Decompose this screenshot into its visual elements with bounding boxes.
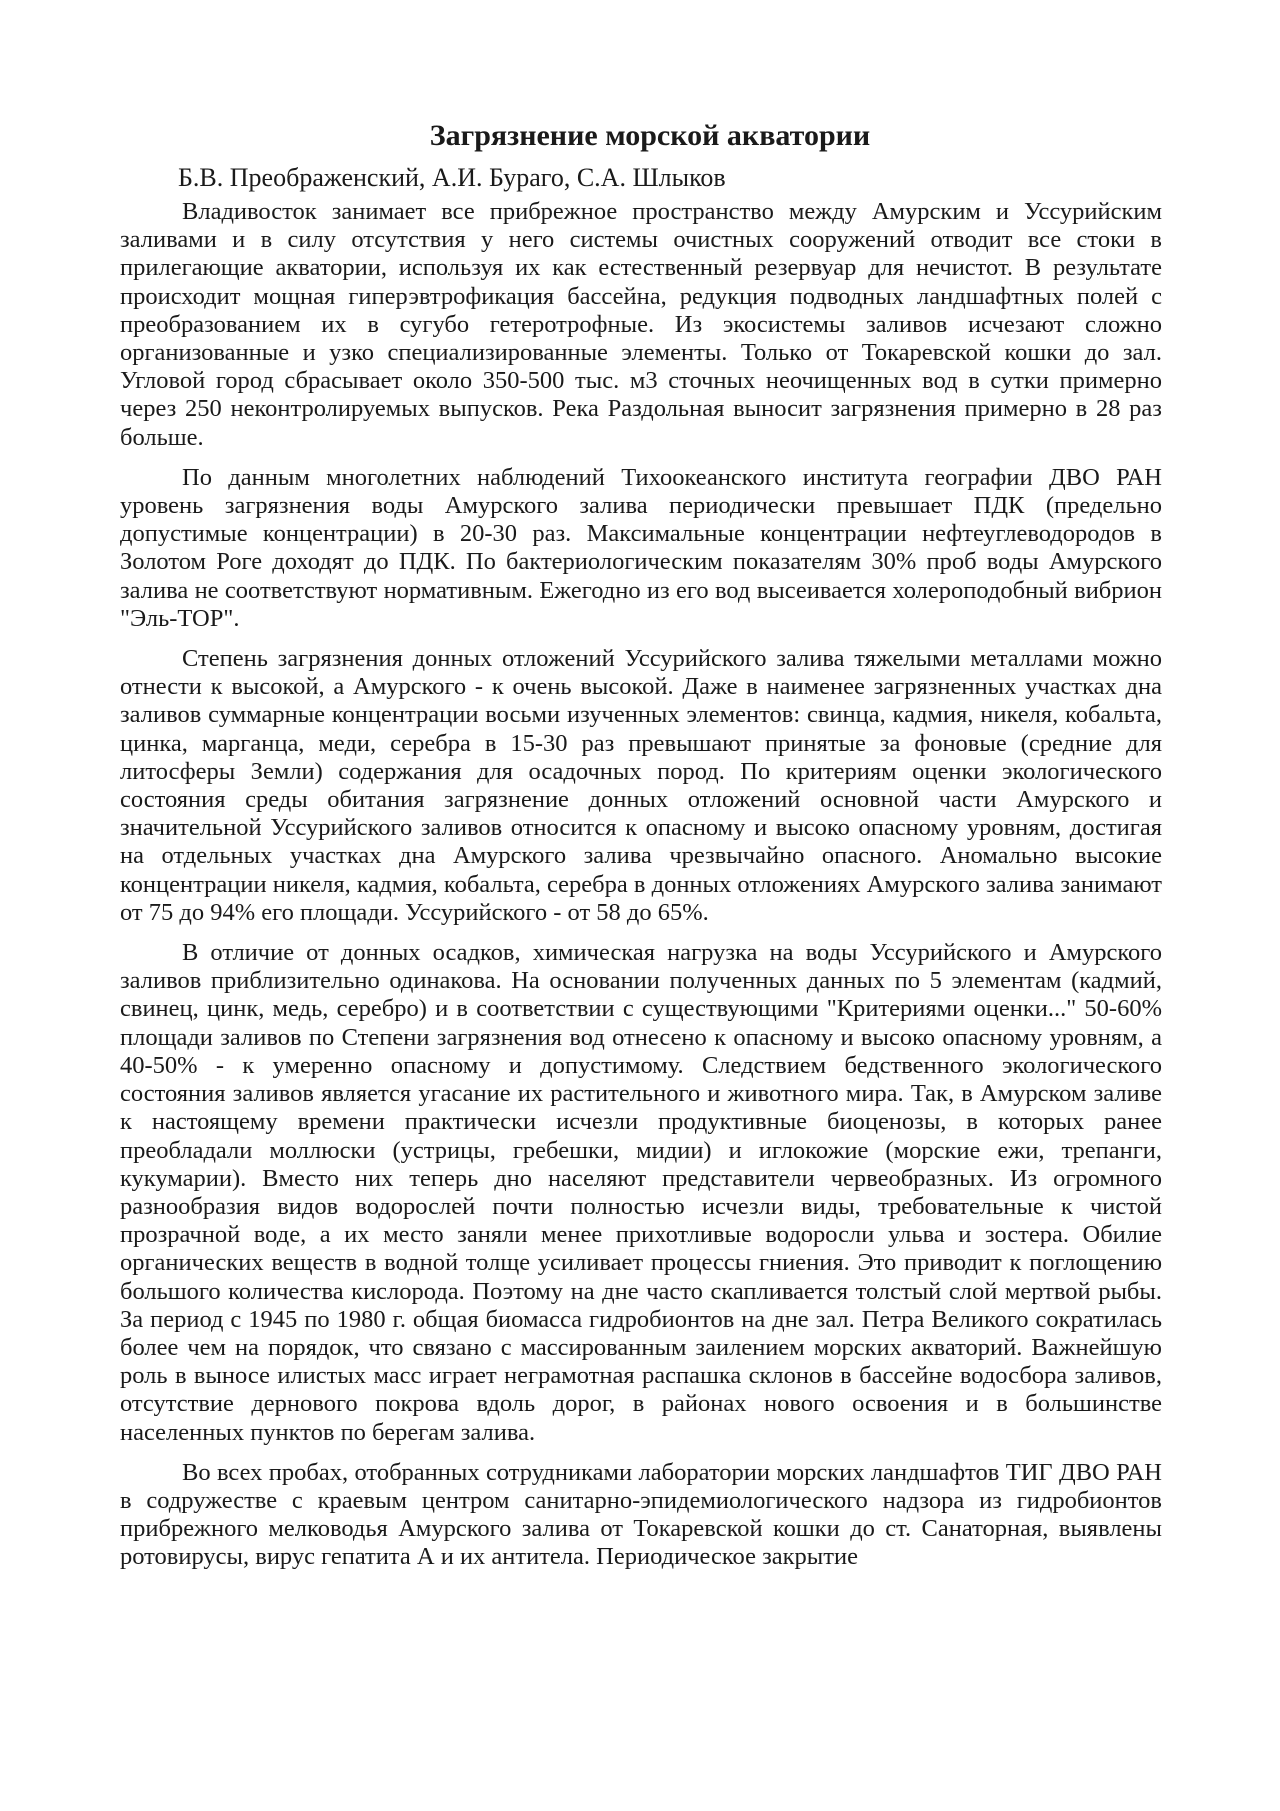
paragraph-4: В отличие от донных осадков, химическая нагрузка на воды Уссурийского и Амурского заливов приблизительно одинакова. На основании полученных данных по 5 элементам (кадмий, свинец, цинк, медь, серебро) и в соответствии с существующими "Критериями оценки..." 50-60% площади заливов по Степени загрязнения вод отнесено к опасному и высоко опасному уровням, а 40-50% - к умеренно опасному и допустимому. Следствием бедственного экологического состояния заливов является угасание их растительного и животного мира. Так, в Амурском заливе к настоящему времени практически исчезли продуктивные биоценозы, в которых ранее преобладали моллюски (устрицы, гребешки, мидии) и иглокожие (морские ежи, трепанги, кукумарии). Вместо них теперь дно населяют представители червеобразных. Из огромного разнообразия видов водорослей почти полностью исчезли виды, требовательные к чистой прозрачной воде, а их место заняли менее прихотливые водоросли ульва и зостера. Обилие органических веществ в водной толще усиливает процессы гниения. Это приводит к поглощению большого количества кислорода. Поэтому на дне часто скапливается толстый слой мертвой рыбы. За период с 1945 по 1980 г. общая биомасса гидробионтов на дне зал. Петра Великого сократилась более чем на порядок, что связано с массированным заилением морских акваторий. Важнейшую роль в выносе илистых масс играет неграмотная распашка склонов в бассейне водосбора заливов, отсутствие дернового покрова вдоль дорог, в районах нового освоения и в большинстве населенных пунктов по берегам залива. bbox=[120, 939, 1162, 1446]
paragraph-2: По данным многолетних наблюдений Тихоокеанского института географии ДВО РАН уровень загрязнения воды Амурского залива периодически превышает ПДК (предельно допустимые концентрации) в 20-30 раз. Максимальные концентрации нефтеуглеводородов в Золотом Роге доходят до ПДК. По бактериологическим показателям 30% проб воды Амурского залива не соответствуют нормативным. Ежегодно из его вод высеивается холероподобный вибрион "Эль-ТОР". bbox=[120, 463, 1162, 632]
paragraph-3: Степень загрязнения донных отложений Уссурийского залива тяжелыми металлами можно отнести к высокой, а Амурского - к очень высокой. Даже в наименее загрязненных участках дна заливов суммарные концентрации восьми изученных элементов: свинца, кадмия, никеля, кобальта, цинка, марганца, меди, серебра в 15-30 раз превышают принятые за фоновые (средние для литосферы Земли) содержания для осадочных пород. По критериям оценки экологического состояния среды обитания загрязнение донных отложений основной части Амурского и значительной Уссурийского заливов относится к опасному и высоко опасному уровням, достигая на отдельных участках дна Амурского залива чрезвычайно опасного. Аномально высокие концентрации никеля, кадмия, кобальта, серебра в донных отложениях Амурского залива занимают от 75 до 94% его площади. Уссурийского - от 58 до 65%. bbox=[120, 645, 1162, 926]
page-title: Загрязнение морской акватории bbox=[429, 119, 871, 152]
document-page bbox=[120, 118, 1162, 1584]
authors-line: Б.В. Преображенский, А.И. Бураго, С.А. Шлыков bbox=[178, 163, 726, 192]
paragraph-1: Владивосток занимает все прибрежное пространство между Амурским и Уссурийским заливами и в силу отсутствия у него системы очистных сооружений отводит все стоки в прилегающие акватории, используя их как естественный резервуар для нечистот. В результате происходит мощная гиперэвтрофикация бассейна, редукция подводных ландшафтных полей с преобразованием их в сугубо гетеротрофные. Из экосистемы заливов исчезают сложно организованные и узко специализированные элементы. Только от Токаревской кошки до зал. Угловой город сбрасывает около 350-500 тыс. м3 сточных неочищенных вод в сутки примерно через 250 неконтролируемых выпусков. Река Раздольная выносит загрязнения примерно в 28 раз больше. bbox=[120, 198, 1162, 451]
paragraph-5: Во всех пробах, отобранных сотрудниками лаборатории морских ландшафтов ТИГ ДВО РАН в содружестве с краевым центром санитарно-эпидемиологического надзора из гидробионтов прибрежного мелководья Амурского залива от Токаревской кошки до ст. Санаторная, выявлены ротовирусы, вирус гепатита А и их антитела. Периодическое закрытие bbox=[120, 1458, 1162, 1571]
